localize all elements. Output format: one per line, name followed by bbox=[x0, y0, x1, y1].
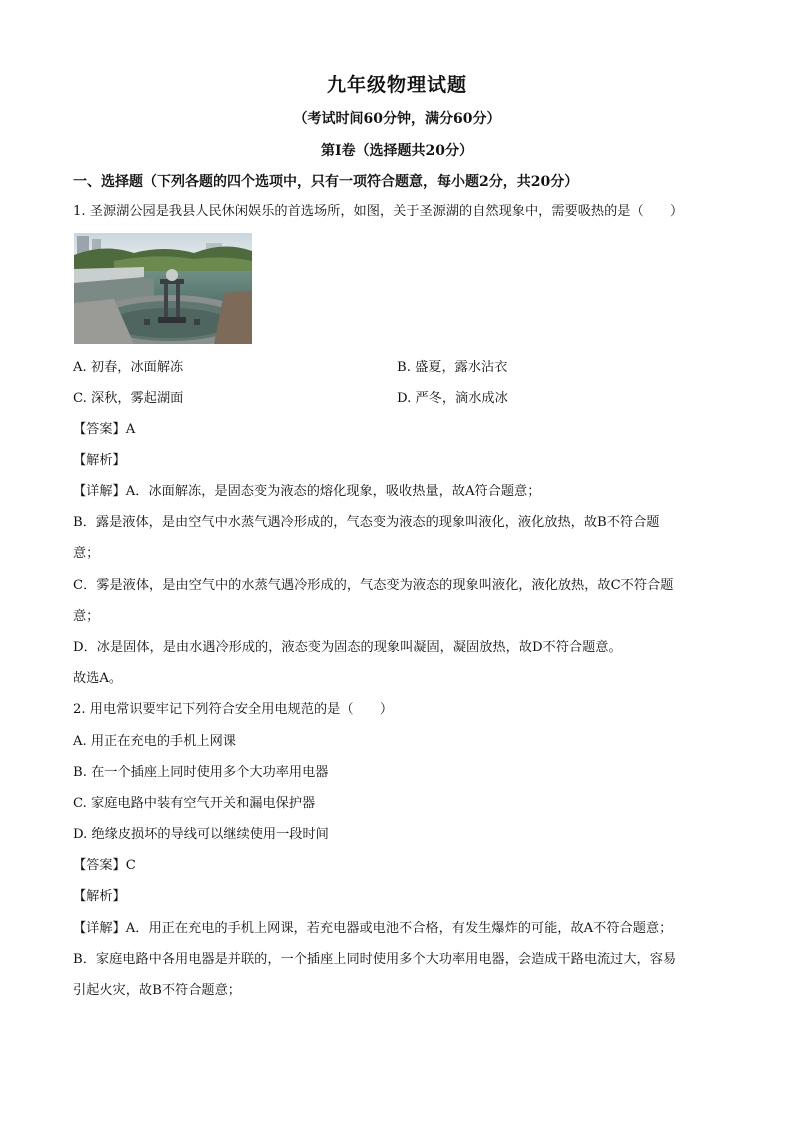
q2-option-d: D. 绝缘皮损坏的导线可以继续使用一段时间 bbox=[73, 827, 329, 842]
section-heading: 一、选择题（下列各题的四个选项中，只有一项符合题意，每小题2分，共20分） bbox=[73, 174, 579, 190]
q1-detail-line: C．雾是液体，是由空气中的水蒸气遇冷形成的，气态变为液态的现象叫液化，液化放热，故C不符合题 bbox=[73, 578, 674, 593]
q2-detail-line: 【详解】A．用正在充电的手机上网课，若充电器或电池不合格，有发生爆炸的可能，故A不符合题意； bbox=[73, 921, 673, 936]
q2-detail-line: B．家庭电路中各用电器是并联的，一个插座上同时使用多个大功率用电器，会造成干路电流过大，容易 bbox=[73, 952, 677, 967]
lake-park-photo bbox=[74, 233, 252, 344]
q1-detail-line: 意； bbox=[73, 546, 100, 561]
q1-detail-line: B．露是液体，是由空气中水蒸气遇冷形成的，气态变为液态的现象叫液化，液化放热，故B不符合题 bbox=[73, 515, 660, 530]
q1-option-a: A. 初春，冰面解冻 bbox=[73, 360, 184, 375]
q1-detail-line: 【详解】A．冰面解冻，是固态变为液态的熔化现象，吸收热量，故A符合题意； bbox=[73, 484, 541, 499]
q2-option-a: A. 用正在充电的手机上网课 bbox=[73, 734, 236, 749]
q2-option-c: C. 家庭电路中装有空气开关和漏电保护器 bbox=[73, 796, 316, 811]
q1-detail-line: 意； bbox=[73, 609, 100, 624]
lake-park-illustration bbox=[74, 233, 252, 344]
exam-title: 九年级物理试题 bbox=[326, 74, 467, 96]
q1-stem: 1. 圣源湖公园是我县人民休闲娱乐的首选场所，如图，关于圣源湖的自然现象中，需要吸热的是（ ） bbox=[73, 204, 684, 219]
q2-answer: 【答案】C bbox=[73, 858, 136, 873]
q1-option-c: C. 深秋，雾起湖面 bbox=[73, 391, 184, 406]
q1-detail-line: D．冰是固体，是由水遇冷形成的，液态变为固态的现象叫凝固，凝固放热，故D不符合题意。 bbox=[73, 640, 622, 655]
q1-option-b: B. 盛夏，露水沾衣 bbox=[397, 360, 508, 375]
exam-subtitle: （考试时间60分钟，满分60分） bbox=[293, 111, 501, 127]
q2-detail-line: 引起火灾，故B不符合题意； bbox=[73, 983, 241, 998]
q1-answer: 【答案】A bbox=[73, 422, 136, 437]
q1-conclusion: 故选A。 bbox=[73, 671, 123, 686]
q2-analysis-label: 【解析】 bbox=[73, 889, 126, 904]
q2-option-b: B. 在一个插座上同时使用多个大功率用电器 bbox=[73, 765, 329, 780]
q2-stem: 2. 用电常识要牢记下列符合安全用电规范的是（ ） bbox=[73, 702, 394, 717]
volume-heading: 第Ⅰ卷（选择题共20分） bbox=[320, 143, 474, 159]
q1-analysis-label: 【解析】 bbox=[73, 453, 126, 468]
q1-option-d: D. 严冬，滴水成冰 bbox=[397, 391, 508, 406]
